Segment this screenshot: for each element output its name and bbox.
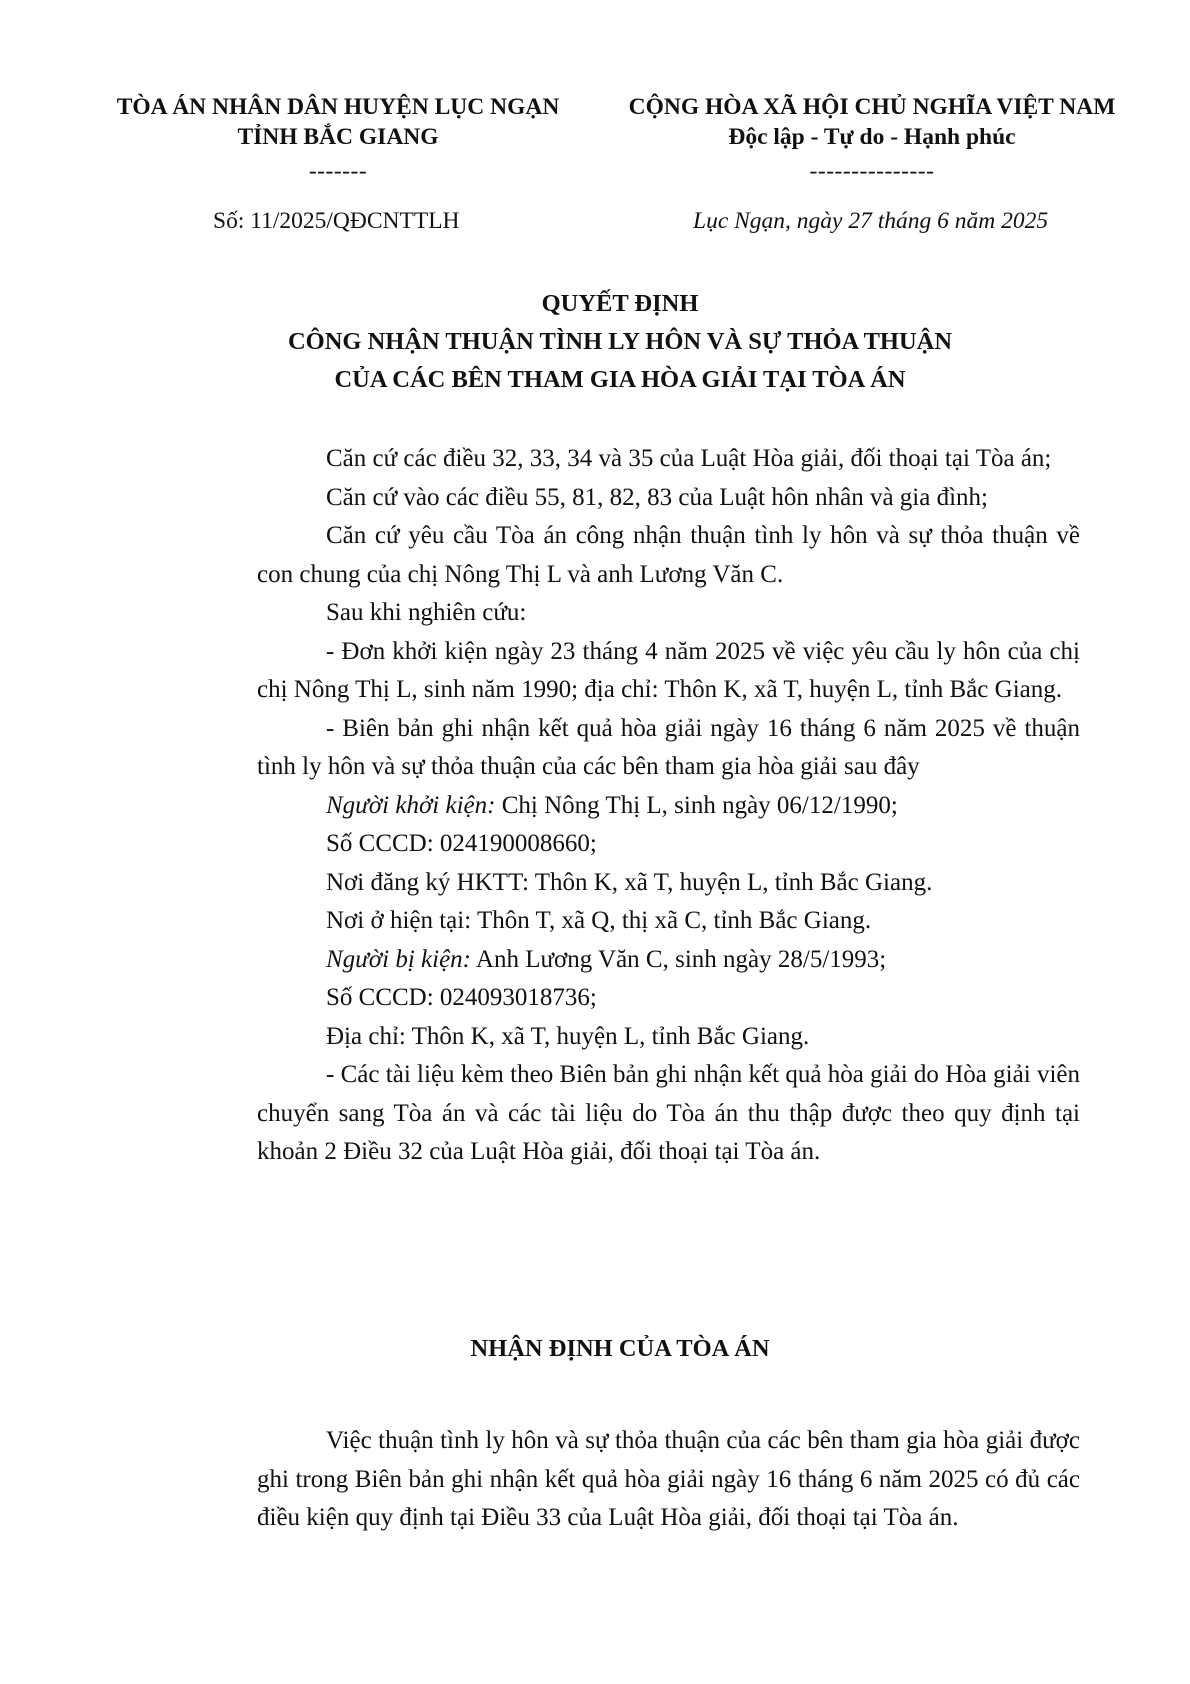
national-header: [612, 92, 1132, 186]
defendant-label: Người bị kiện:: [326, 945, 472, 973]
plaintiff-value: Chị Nông Thị L, sinh ngày 06/12/1990;: [495, 791, 898, 819]
court-name: TÒA ÁN NHÂN DÂN HUYỆN LỤC NGẠN: [116, 94, 560, 120]
legal-basis-1: Căn cứ các điều 32, 33, 34 và 35 của Luật Hòa giải, đối thoại tại Tòa án;: [326, 445, 1052, 472]
national-motto: Độc lập - Tự do - Hạnh phúc: [728, 124, 1016, 150]
title-line-2: CÔNG NHẬN THUẬN TÌNH LY HÔN VÀ SỰ THỎA THUẬN: [287, 328, 953, 355]
court-divider: -------: [308, 158, 368, 184]
title-line-1: QUYẾT ĐỊNH: [541, 290, 699, 317]
national-title: CỘNG HÒA XÃ HỘI CHỦ NGHĨA VIỆT NAM: [628, 94, 1116, 120]
after-review: Sau khi nghiên cứu:: [326, 599, 527, 626]
national-divider: ---------------: [809, 158, 935, 184]
court-province: TỈNH BẮC GIANG: [237, 124, 439, 150]
petition-paragraph: - Đơn khởi kiện ngày 23 tháng 4 năm 2025 về việc yêu cầu ly hôn của chị chị Nông Thị L, sinh năm 1990; địa chỉ: Thôn K, xã T, huyện L, tỉnh Bắc Giang.: [257, 637, 1080, 703]
section-title: NHẬN ĐỊNH CỦA TÒA ÁN: [470, 1335, 770, 1362]
decision-body: [257, 440, 1080, 1172]
defendant-address: Địa chỉ: Thôn K, xã T, huyện L, tỉnh Bắc Giang.: [326, 1022, 810, 1050]
plaintiff-current-address: Nơi ở hiện tại: Thôn T, xã Q, thị xã C, tỉnh Bắc Giang.: [326, 907, 872, 934]
court-header: [78, 92, 598, 186]
plaintiff-registration: Nơi đăng ký HKTT: Thôn K, xã T, huyện L, tỉnh Bắc Giang.: [326, 868, 933, 896]
decision-title: [150, 285, 1090, 399]
place-date: Lục Ngạn, ngày 27 tháng 6 năm 2025: [693, 208, 1049, 234]
defendant-value: Anh Lương Văn C, sinh ngày 28/5/1993;: [471, 945, 887, 973]
plaintiff-label: Người khởi kiện:: [326, 791, 496, 819]
court-assessment: [257, 1422, 1080, 1538]
decision-number: Số: 11/2025/QĐCNTTLH: [213, 208, 460, 234]
plaintiff-line: [257, 787, 1080, 826]
plaintiff-id: Số CCCD: 024190008660;: [326, 830, 597, 857]
attached-documents-paragraph: - Các tài liệu kèm theo Biên bản ghi nhận kết quả hòa giải do Hòa giải viên chuyển sang Tòa án và các tài liệu do Tòa án thu thập được theo quy định tại khoản 2 Điều 32 của Luật Hòa giải, đối thoại tại Tòa án.: [257, 1061, 1080, 1165]
title-line-3: CỦA CÁC BÊN THAM GIA HÒA GIẢI TẠI TÒA ÁN: [334, 366, 906, 393]
mediation-record-paragraph: - Biên bản ghi nhận kết quả hòa giải ngày 16 tháng 6 năm 2025 về thuận tình ly hôn và sự thỏa thuận của các bên tham gia hòa giải sau đây: [257, 714, 1080, 780]
defendant-line: [257, 941, 1080, 980]
assessment-paragraph: Việc thuận tình ly hôn và sự thỏa thuận của các bên tham gia hòa giải được ghi trong Biên bản ghi nhận kết quả hòa giải ngày 16 tháng 6 năm 2025 có đủ các điều kiện quy định tại Điều 33 của Luật Hòa giải, đối thoại tại Tòa án.: [257, 1427, 1080, 1531]
defendant-id: Số CCCD: 024093018736;: [326, 984, 597, 1011]
legal-basis-3: Căn cứ yêu cầu Tòa án công nhận thuận tình ly hôn và sự thỏa thuận về con chung của chị Nông Thị L và anh Lương Văn C.: [257, 522, 1080, 588]
legal-basis-2: Căn cứ vào các điều 55, 81, 82, 83 của Luật hôn nhân và gia đình;: [326, 483, 988, 511]
